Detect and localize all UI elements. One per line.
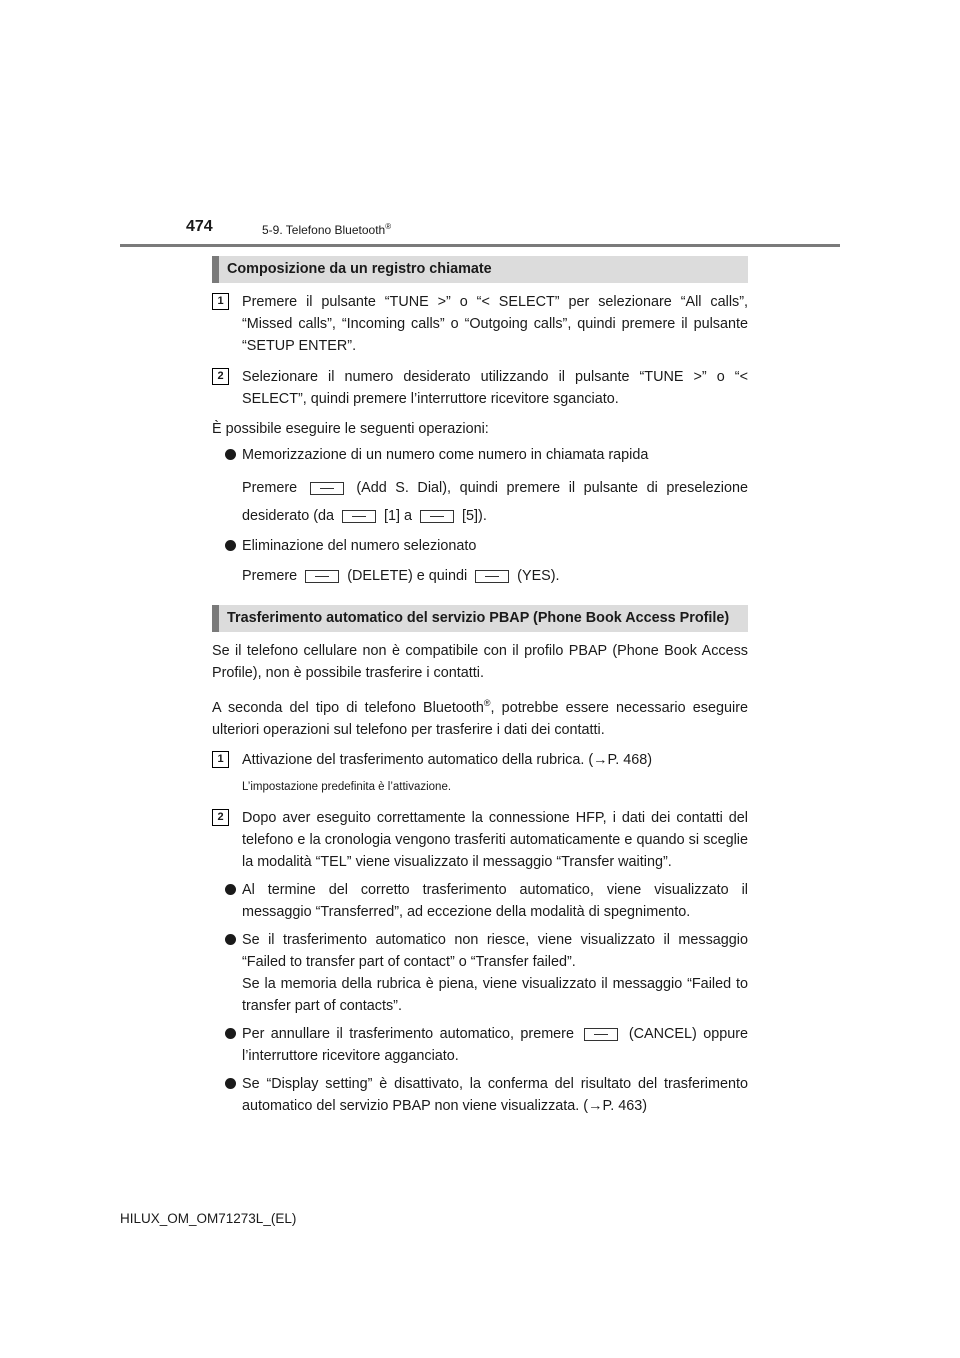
instruction-text: Premere [242,480,298,496]
bullet-dot-icon [225,449,236,460]
instruction-text: [1] a [384,508,413,524]
step-text: Dopo aver eseguito correttamente la connessione HFP, i dati dei contatti del telefono e la cronologia vengono trasferiti automaticamente e quando si sceglie la modalità “TEL” viene visualizzato il messaggio “Transfer waiting”. [242,809,748,870]
bullet-text: Eliminazione del numero selezionato [242,538,477,554]
section-heading-call-log: Composizione da un registro chiamate [212,256,748,283]
instruction-text: (Add S. Dial), quindi premere il pulsante di preselezione desiderato (da [242,480,748,524]
page-number: 474 [186,218,213,235]
bullet-dot-icon [225,540,236,551]
step-number-box: 2 [212,368,229,385]
paragraph-text: , potrebbe essere necessario eseguire ulteriori operazioni sul telefono per trasferire i dati dei contatti. [212,699,748,738]
step-1 [212,291,748,357]
step-text: Selezionare il numero desiderato utilizzando il pulsante “TUNE >” o “< SELECT”, quindi premere l’interruttore ricevitore sganciato. [242,369,748,407]
soft-key-icon [475,570,509,583]
bullet-dot-icon [225,934,236,945]
step-number-box: 1 [212,293,229,310]
instruction-text: Premere [242,568,298,584]
soft-key-icon [584,1028,618,1041]
instruction-text: [5]). [462,508,487,524]
bullet-text: Per annullare il trasferimento automatico, premere [242,1025,574,1042]
step-number-box: 1 [212,751,229,768]
bullet-text: Se la memoria della rubrica è piena, viene visualizzato il messaggio “Failed to transfer part of contacts”. [242,975,748,1014]
soft-key-icon [342,510,376,523]
step-text: Premere il pulsante “TUNE >” o “< SELECT” per selezionare “All calls”, “Missed calls”, “Incoming calls” o “Outgoing calls”, quindi premere il pulsante “SETUP ENTER”. [242,294,748,354]
bullet-transfer-failed [212,929,748,1017]
bullet-dot-icon [225,1078,236,1089]
bullet-dot-icon [225,1028,236,1039]
page-content [212,256,748,1117]
bullet-speed-dial [212,444,748,466]
instruction-text: (YES). [517,568,560,584]
bullet-text: Se il trasferimento automatico non riesce, viene visualizzato il messaggio “Failed to transfer part of contact” o “Transfer failed”. [242,931,748,970]
bullet-display-setting [212,1073,748,1117]
speed-dial-instructions [212,474,748,530]
bullet-transferred [212,879,748,923]
chapter-title [262,222,391,237]
soft-key-icon [310,482,344,495]
document-code: HILUX_OM_OM71273L_(EL) [120,1211,297,1226]
bullet-text: Se “Display setting” è disattivato, la conferma del risultato del trasferimento automatico del servizio PBAP non viene visualizzata. (→P. 463) [242,1075,748,1114]
bullet-text: (CANCEL) oppure l’interruttore ricevitore agganciato. [242,1025,749,1064]
default-setting-note: L’impostazione predefinita è l’attivazione. [242,780,452,793]
instruction-text: (DELETE) e quindi [347,568,468,584]
bullet-text: Memorizzazione di un numero come numero in chiamata rapida [242,447,649,463]
bullet-cancel [212,1023,748,1067]
delete-instructions [212,565,748,587]
bullet-dot-icon [225,884,236,895]
chapter-text: 5-9. Telefono Bluetooth [262,223,386,237]
header-rule [120,244,840,247]
soft-key-icon [420,510,454,523]
operations-intro: È possibile eseguire le seguenti operazioni: [212,421,489,437]
pbap-step-2 [212,807,748,873]
bullet-delete [212,535,748,557]
pbap-phone-paragraph [212,692,748,741]
bullet-text: Al termine del corretto trasferimento automatico, viene visualizzato il messaggio “Transferred”, ad eccezione della modalità di spegnimento. [242,881,748,920]
step-text: Attivazione del trasferimento automatico della rubrica. (→P. 468) [242,751,653,768]
pbap-compat-paragraph: Se il telefono cellulare non è compatibile con il profilo PBAP (Phone Book Access Profile), non è possibile trasferire i contatti. [212,643,748,681]
step-number-box: 2 [212,809,229,826]
pbap-step-1 [212,749,748,771]
registered-mark: ® [385,222,392,231]
step-2 [212,366,748,410]
registered-mark: ® [483,698,491,708]
soft-key-icon [305,570,339,583]
paragraph-text: A seconda del tipo di telefono Bluetooth [212,699,484,716]
section-heading-pbap: Trasferimento automatico del servizio PBAP (Phone Book Access Profile) [212,605,748,632]
